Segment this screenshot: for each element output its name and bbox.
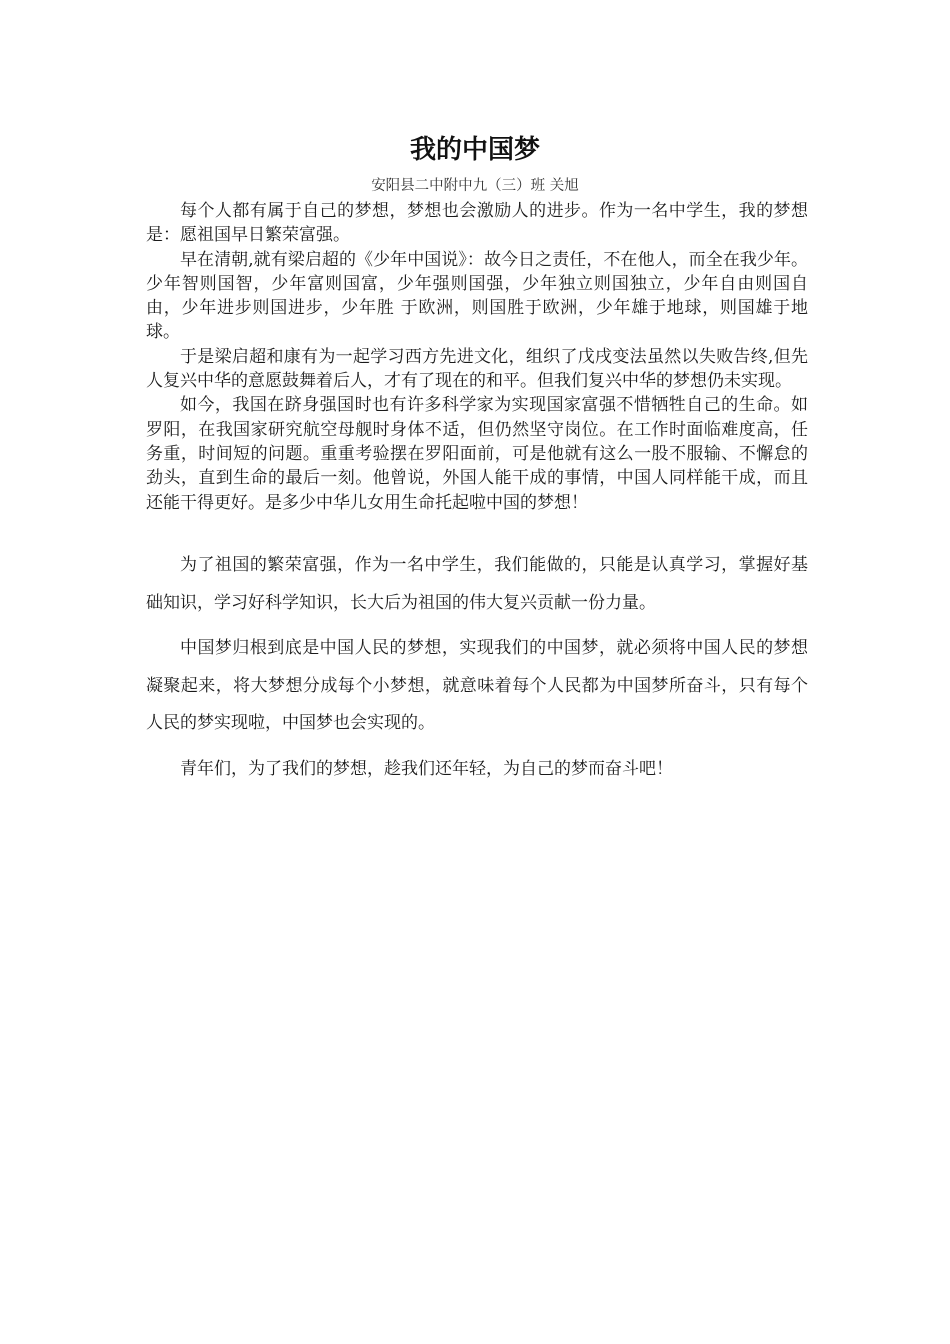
paragraph-2: 早在清朝,就有梁启超的《少年中国说》：故今日之责任，不在他人，而全在我少年。 少年智则国智，少年富则国富，少年强则国强，少年独立则国独立，少年自由则国自由，少年进步则国进步，少年胜 于欧洲，则国胜于欧洲，少年雄于地球，则国雄于地球。: [146, 249, 808, 343]
paragraph-6: 中国梦归根到底是中国人民的梦想，实现我们的中国梦，就必须将中国人民的梦想凝聚起来，将大梦想分成每个小梦想，就意味着每个人民都为中国梦所奋斗，只有每个人民的梦实现啦，中国梦也会实现的。: [146, 638, 808, 733]
paragraph-1: 每个人都有属于自己的梦想，梦想也会激励人的进步。作为一名中学生，我的梦想是：愿祖国早日繁荣富强。: [146, 201, 808, 246]
body-section-2: [146, 547, 808, 788]
author-line: 安阳县二中附中九（三）班 关旭: [371, 178, 579, 194]
paragraph-gap: [146, 743, 808, 751]
page-title: 我的中国梦: [409, 135, 540, 165]
body-section-1: [146, 199, 808, 515]
paragraph-3: 于是梁启超和康有为一起学习西方先进文化，组织了戊戌变法虽然以失败告终,但先人复兴中华的意愿鼓舞着后人，才有了现在的和平。但我们复兴中华的梦想仍未实现。: [146, 346, 808, 392]
paragraph-gap: [146, 622, 808, 630]
paragraph-4: 如今，我国在跻身强国时也有许多科学家为实现国家富强不惜牺牲自己的生命。如罗阳，在我国家研究航空母舰时身体不适，但仍然坚守岗位。在工作时面临难度高，任务重，时间短的问题。重重考验摆在罗阳面前，可是他就有这么一股不服输、不懈怠的劲头，直到生命的最后一刻。他曾说，外国人能干成的事情，中国人同样能干成，而且还能干得更好。是多少中华儿女用生命托起啦中国的梦想！: [146, 395, 808, 513]
paragraph-5: 为了祖国的繁荣富强，作为一名中学生，我们能做的，只能是认真学习，掌握好基础知识，学习好科学知识，长大后为祖国的伟大复兴贡献一份力量。: [146, 555, 808, 613]
paragraph-7: 青年们，为了我们的梦想，趁我们还年轻，为自己的梦而奋斗吧！: [180, 758, 673, 779]
